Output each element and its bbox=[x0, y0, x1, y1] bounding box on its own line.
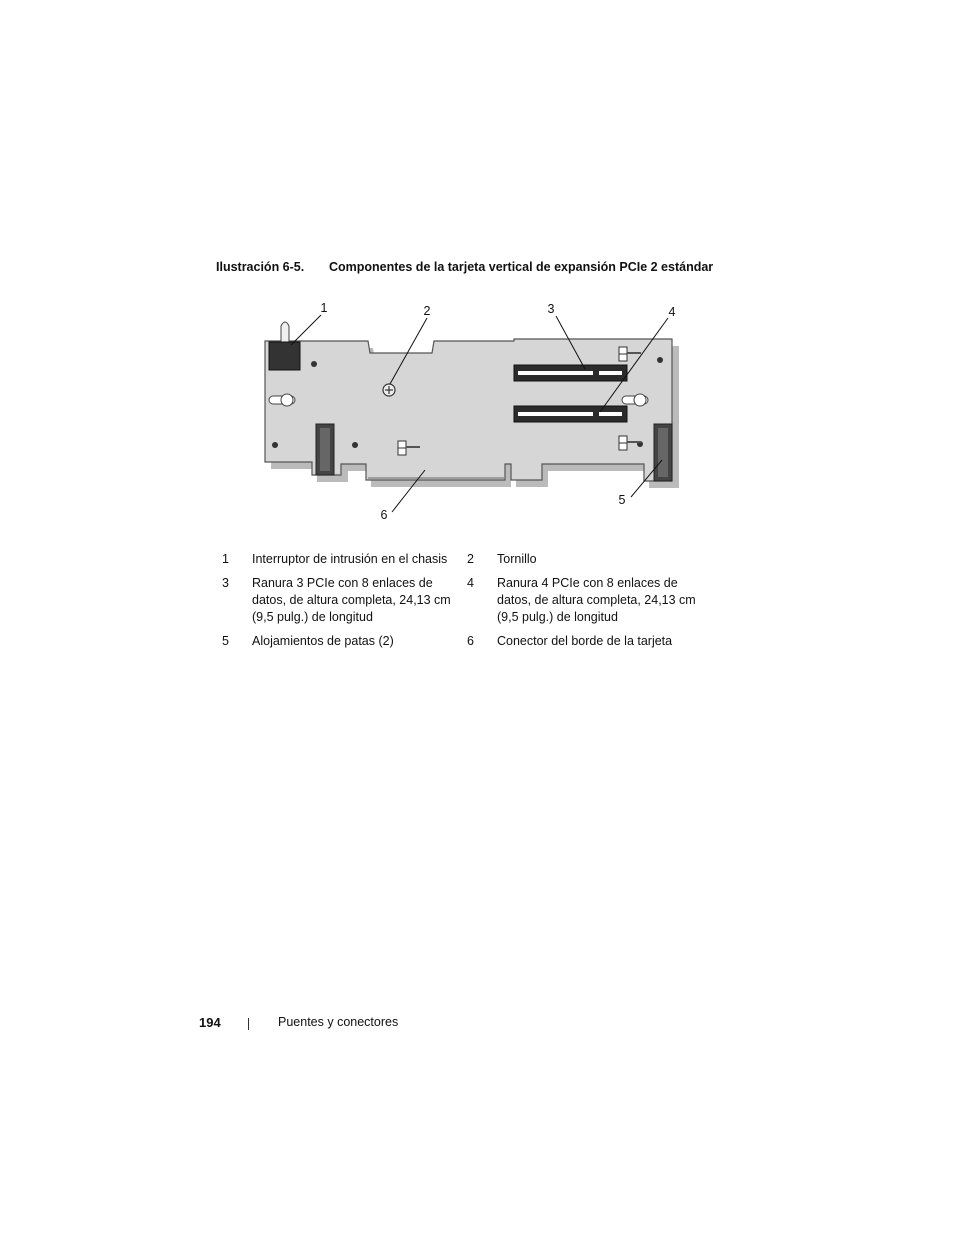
callout-3: 3 bbox=[547, 302, 555, 316]
legend-row bbox=[222, 551, 712, 568]
callout-6: 6 bbox=[380, 508, 388, 522]
legend-text: Interruptor de intrusión en el chasis bbox=[252, 552, 448, 566]
callout-4: 4 bbox=[668, 305, 676, 319]
figure-caption bbox=[216, 260, 713, 274]
callout-1: 1 bbox=[320, 301, 328, 315]
riser-card-illustration bbox=[0, 0, 954, 560]
legend-text: Ranura 4 PCIe con 8 enlaces de datos, de altura completa, 24,13 cm (9,5 pulg.) de longitud bbox=[497, 576, 696, 624]
caption-title: Componentes de la tarjeta vertical de expansión PCIe 2 estándar bbox=[329, 260, 714, 274]
leader-line-2 bbox=[390, 318, 427, 384]
standoff-receptacle-right bbox=[654, 424, 672, 481]
callout-2: 2 bbox=[423, 304, 431, 318]
legend-number: 5 bbox=[222, 634, 229, 648]
legend-text: Tornillo bbox=[497, 552, 537, 566]
legend-number: 3 bbox=[222, 576, 229, 590]
legend-text: Conector del borde de la tarjeta bbox=[497, 634, 673, 648]
leader-line-3 bbox=[556, 316, 585, 369]
figure-legend bbox=[222, 551, 712, 657]
leader-line-4 bbox=[600, 318, 668, 412]
mounting-hole bbox=[272, 442, 278, 448]
legend-item bbox=[222, 551, 467, 568]
riser-board bbox=[265, 339, 672, 481]
board-shadow bbox=[271, 346, 679, 488]
legend-number: 6 bbox=[467, 634, 474, 648]
screw bbox=[383, 384, 395, 396]
legend-row bbox=[222, 633, 712, 650]
page-footer bbox=[199, 1015, 399, 1030]
legend-item bbox=[467, 633, 712, 650]
legend-row bbox=[222, 575, 712, 626]
leader-line-1 bbox=[291, 315, 321, 345]
legend-number: 2 bbox=[467, 552, 474, 566]
legend-item bbox=[222, 633, 467, 650]
legend-number: 4 bbox=[467, 576, 474, 590]
legend-item bbox=[467, 575, 712, 626]
legend-item bbox=[467, 551, 712, 568]
board-component bbox=[398, 441, 420, 455]
mounting-hole bbox=[311, 361, 317, 367]
mounting-hole bbox=[657, 357, 663, 363]
legend-item bbox=[222, 575, 467, 626]
legend-text: Alojamientos de patas (2) bbox=[252, 634, 394, 648]
riser-card-figure bbox=[0, 0, 954, 560]
page-number: 194 bbox=[199, 1015, 221, 1030]
board-component bbox=[619, 347, 641, 361]
legend-text: Ranura 3 PCIe con 8 enlaces de datos, de altura completa, 24,13 cm (9,5 pulg.) de longitud bbox=[252, 576, 451, 624]
mounting-hole bbox=[637, 441, 643, 447]
keyhole-slot-right bbox=[622, 394, 648, 406]
intrusion-switch-plunger bbox=[281, 322, 289, 346]
mounting-hole bbox=[352, 442, 358, 448]
standoff-receptacle-left bbox=[316, 424, 334, 475]
board-component bbox=[619, 436, 641, 450]
footer-section-title: Puentes y conectores bbox=[278, 1015, 399, 1029]
legend-number: 1 bbox=[222, 552, 229, 566]
pcie-slot-4 bbox=[514, 406, 627, 422]
callout-5: 5 bbox=[618, 493, 626, 507]
pcie-slot-3 bbox=[514, 365, 627, 381]
intrusion-switch bbox=[269, 342, 300, 370]
footer-separator bbox=[248, 1018, 249, 1030]
leader-line-6 bbox=[392, 470, 425, 512]
caption-label: Ilustración 6-5. bbox=[216, 260, 305, 274]
keyhole-slot-left bbox=[269, 394, 295, 406]
leader-line-5 bbox=[631, 460, 662, 497]
